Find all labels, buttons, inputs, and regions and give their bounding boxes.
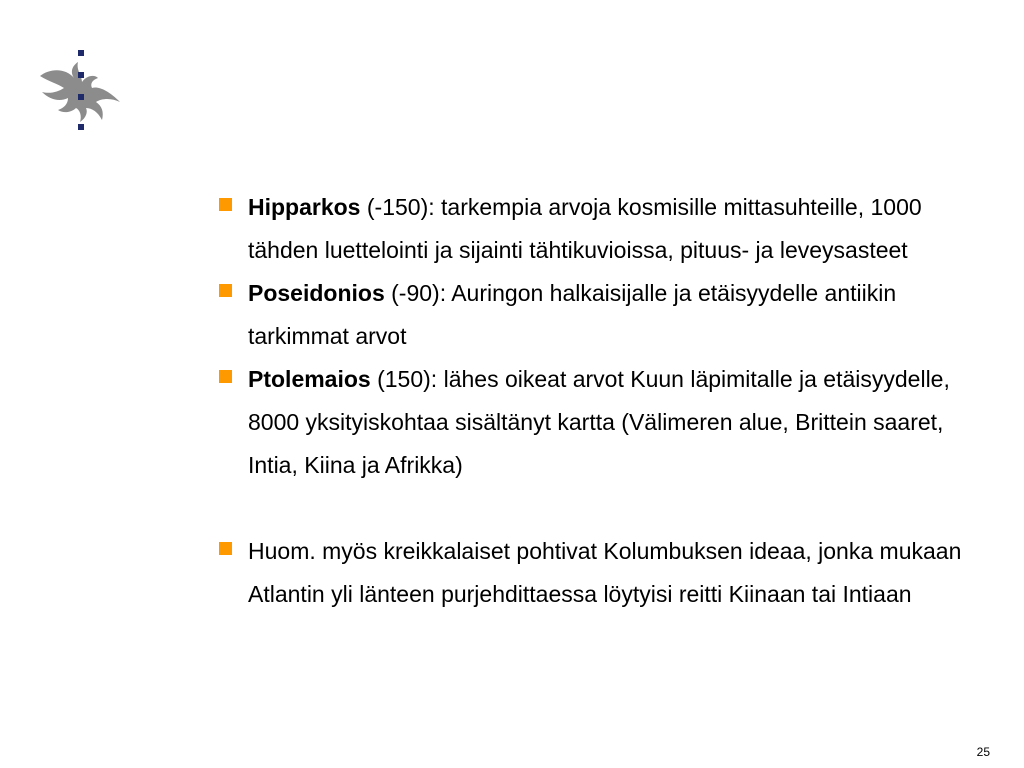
bullet-name: Hipparkos: [248, 194, 361, 220]
bullet-name: Ptolemaios: [248, 366, 371, 392]
square-bullet-icon: [219, 284, 232, 297]
bullet-text: Huom. myös kreikkalaiset pohtivat Kolumbuksen ideaa, jonka mukaan Atlantin yli länteen purjehdittaessa löytyisi reitti Kiinaan tai Intiaan: [248, 538, 962, 607]
university-flame-logo-icon: [36, 48, 126, 134]
bullet-item-poseidonios: [219, 272, 979, 358]
flame-shape: [40, 62, 120, 122]
square-bullet-icon: [219, 198, 232, 211]
bullet-text: (150): lähes oikeat arvot Kuun läpimitalle ja etäisyydelle, 8000 yksityiskohtaa sisältänyt kartta (Välimeren alue, Brittein saaret, Intia, Kiina ja Afrikka): [248, 366, 950, 478]
bullet-text: (-150): tarkempia arvoja kosmisille mittasuhteille, 1000 tähden luettelointi ja sijainti tähtikuvioissa, pituus- ja leveysasteet: [248, 194, 922, 263]
bullet-name: Poseidonios: [248, 280, 385, 306]
bullet-text: (-90): Auringon halkaisijalle ja etäisyydelle antiikin tarkimmat arvot: [248, 280, 897, 349]
square-bullet-icon: [219, 542, 232, 555]
bullet-item-note: [219, 530, 979, 616]
slide-bullet-list: [219, 186, 979, 616]
bullet-item-hipparkos: [219, 186, 979, 272]
flame-logo-graphic: [36, 48, 126, 134]
page-number: 25: [976, 745, 990, 759]
square-bullet-icon: [219, 370, 232, 383]
bullet-item-ptolemaios: [219, 358, 979, 487]
